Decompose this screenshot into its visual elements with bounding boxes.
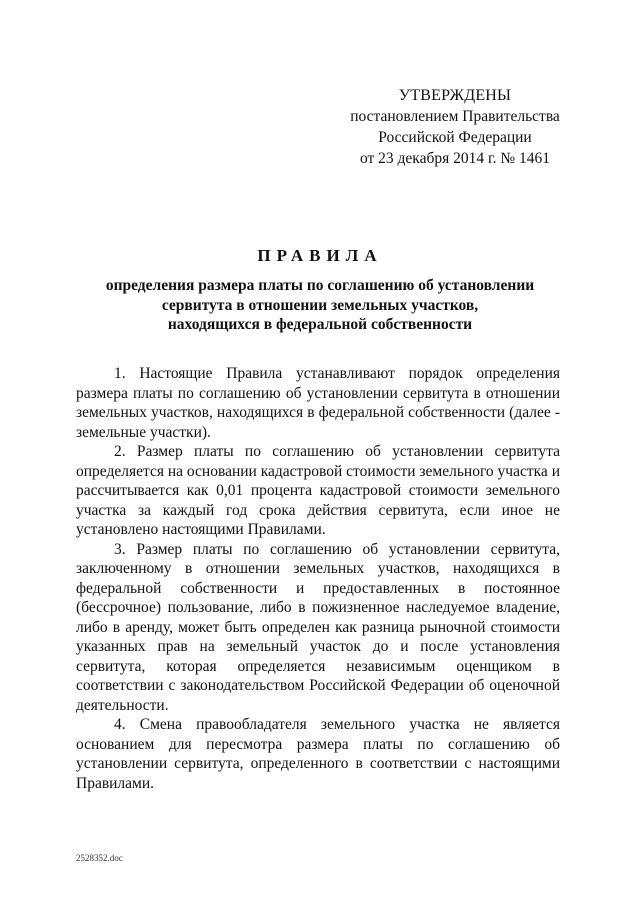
subtitle-line-1: определения размера платы по соглашению об установлении	[105, 277, 535, 294]
paragraph-number: 1.	[114, 365, 126, 382]
document-title: ПРАВИЛА	[257, 246, 383, 265]
approval-stamp-block	[330, 85, 580, 169]
paragraph-text: Настоящие Правила устанавливают порядок определения размера платы по соглашению об установлении сервитута в отношении земельных участков, находящихся в федеральной собственности (далее - земельные участки).	[76, 365, 560, 441]
subtitle-line-3: находящихся в федеральной собственности	[167, 316, 473, 333]
paragraph-text: Смена правообладателя земельного участка не является основанием для пересмотра размера платы по соглашению об установлении сервитута, определенного в соответствии с настоящими Правилами.	[76, 716, 561, 792]
paragraph-text: Размер платы по соглашению об установлении сервитута определяется на основании кадастровой стоимости земельного участка и рассчитывается как 0,01 процента кадастровой стоимости земельного участка за каждый год срока действия сервитута, если иное не установлено настоящими Правилами.	[76, 443, 560, 538]
paragraph-2	[76, 442, 560, 540]
paragraph-number: 3.	[114, 540, 126, 558]
document-subtitle	[80, 276, 560, 335]
approval-line-country: Российской Федерации	[378, 129, 532, 146]
approval-line-date-number: от 23 декабря 2014 г. № 1461	[359, 150, 551, 167]
footer-file-name: 2528352.doc	[76, 853, 123, 863]
approval-line-decree: постановлением Правительства	[350, 108, 560, 125]
paragraph-1	[76, 364, 560, 442]
paragraph-text: Размер платы по соглашению об установлении сервитута, заключенному в отношении земельных участков, находящихся в федеральной собственности и предоставленных в постоянное (бессрочное) пользование, либо в пожизненное наследуемое владение, либо в аренду, может быть определен как разница рыночной стоимости указанных прав на земельный участок до и после установления сервитута, которая определяется независимым оценщиком в соответствии с законодательством Российской Федерации об оценочной деятельности.	[76, 540, 561, 714]
document-body	[76, 364, 560, 793]
paragraph-4	[76, 715, 560, 793]
approved-heading: УТВЕРЖДЕНЫ	[398, 87, 512, 104]
paragraph-3	[76, 540, 560, 716]
subtitle-line-2: сервитута в отношении земельных участков,	[161, 296, 479, 314]
paragraph-number: 2.	[114, 443, 126, 460]
title-block	[80, 245, 560, 335]
paragraph-number: 4.	[114, 716, 126, 733]
